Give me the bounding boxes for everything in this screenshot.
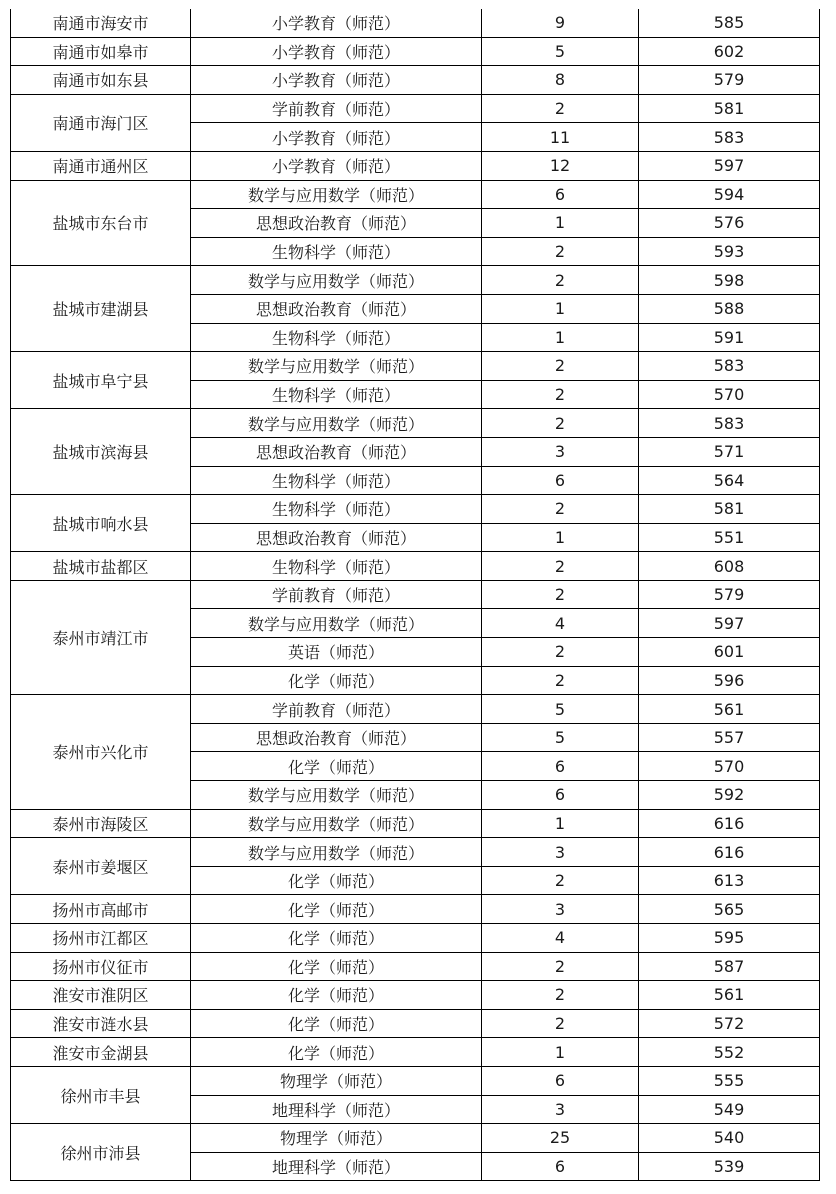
major-cell: 小学教育（师范）: [191, 66, 482, 95]
table-row: [11, 895, 820, 924]
major-cell: 小学教育（师范）: [191, 37, 482, 66]
region-cell: 淮安市涟水县: [11, 1009, 191, 1038]
table-row: [11, 94, 820, 123]
score-cell: 591: [639, 323, 820, 352]
table-row: [11, 151, 820, 180]
count-cell: 3: [482, 437, 639, 466]
count-cell: 2: [482, 952, 639, 981]
major-cell: 生物科学（师范）: [191, 380, 482, 409]
count-cell: 2: [482, 580, 639, 609]
score-cell: 616: [639, 838, 820, 867]
count-cell: 2: [482, 94, 639, 123]
table-row: [11, 9, 820, 37]
major-cell: 思想政治教育（师范）: [191, 437, 482, 466]
count-cell: 2: [482, 552, 639, 581]
region-cell: 泰州市姜堰区: [11, 838, 191, 895]
count-cell: 11: [482, 123, 639, 152]
major-cell: 生物科学（师范）: [191, 552, 482, 581]
count-cell: 6: [482, 752, 639, 781]
count-cell: 25: [482, 1124, 639, 1153]
count-cell: 2: [482, 237, 639, 266]
major-cell: 数学与应用数学（师范）: [191, 838, 482, 867]
score-cell: 601: [639, 638, 820, 667]
count-cell: 2: [482, 409, 639, 438]
table-row: [11, 1009, 820, 1038]
region-cell: 泰州市靖江市: [11, 580, 191, 694]
admission-table: [10, 9, 820, 1181]
score-cell: 564: [639, 466, 820, 495]
major-cell: 思想政治教育（师范）: [191, 294, 482, 323]
table-row: [11, 809, 820, 838]
table-row: [11, 37, 820, 66]
count-cell: 1: [482, 809, 639, 838]
table-row: [11, 552, 820, 581]
count-cell: 1: [482, 1038, 639, 1067]
major-cell: 数学与应用数学（师范）: [191, 409, 482, 438]
major-cell: 小学教育（师范）: [191, 151, 482, 180]
count-cell: 9: [482, 9, 639, 37]
count-cell: 2: [482, 1009, 639, 1038]
count-cell: 6: [482, 1066, 639, 1095]
score-cell: 570: [639, 380, 820, 409]
major-cell: 生物科学（师范）: [191, 323, 482, 352]
count-cell: 4: [482, 924, 639, 953]
count-cell: 1: [482, 323, 639, 352]
table-row: [11, 695, 820, 724]
score-cell: 583: [639, 123, 820, 152]
table-body: [11, 9, 820, 1181]
score-cell: 587: [639, 952, 820, 981]
score-cell: 549: [639, 1095, 820, 1124]
count-cell: 6: [482, 781, 639, 810]
score-cell: 552: [639, 1038, 820, 1067]
score-cell: 608: [639, 552, 820, 581]
score-cell: 613: [639, 866, 820, 895]
region-cell: 盐城市盐都区: [11, 552, 191, 581]
region-cell: 南通市海门区: [11, 94, 191, 151]
score-cell: 583: [639, 409, 820, 438]
major-cell: 化学（师范）: [191, 1038, 482, 1067]
score-cell: 572: [639, 1009, 820, 1038]
score-cell: 616: [639, 809, 820, 838]
count-cell: 2: [482, 866, 639, 895]
region-cell: 盐城市响水县: [11, 495, 191, 552]
table-row: [11, 1038, 820, 1067]
major-cell: 地理科学（师范）: [191, 1152, 482, 1181]
major-cell: 生物科学（师范）: [191, 495, 482, 524]
count-cell: 2: [482, 495, 639, 524]
major-cell: 思想政治教育（师范）: [191, 723, 482, 752]
score-cell: 602: [639, 37, 820, 66]
major-cell: 思想政治教育（师范）: [191, 209, 482, 238]
major-cell: 数学与应用数学（师范）: [191, 266, 482, 295]
count-cell: 5: [482, 695, 639, 724]
table-row: [11, 180, 820, 209]
score-cell: 597: [639, 609, 820, 638]
major-cell: 数学与应用数学（师范）: [191, 609, 482, 638]
score-cell: 593: [639, 237, 820, 266]
score-cell: 561: [639, 981, 820, 1010]
score-cell: 579: [639, 580, 820, 609]
table-row: [11, 1124, 820, 1153]
score-cell: 571: [639, 437, 820, 466]
region-cell: 南通市如东县: [11, 66, 191, 95]
region-cell: 南通市如皋市: [11, 37, 191, 66]
region-cell: 泰州市海陵区: [11, 809, 191, 838]
score-cell: 557: [639, 723, 820, 752]
major-cell: 地理科学（师范）: [191, 1095, 482, 1124]
count-cell: 3: [482, 838, 639, 867]
score-cell: 539: [639, 1152, 820, 1181]
major-cell: 化学（师范）: [191, 952, 482, 981]
major-cell: 英语（师范）: [191, 638, 482, 667]
table-row: [11, 924, 820, 953]
major-cell: 数学与应用数学（师范）: [191, 352, 482, 381]
major-cell: 小学教育（师范）: [191, 9, 482, 37]
major-cell: 学前教育（师范）: [191, 580, 482, 609]
score-cell: 597: [639, 151, 820, 180]
table-row: [11, 838, 820, 867]
major-cell: 生物科学（师范）: [191, 237, 482, 266]
score-cell: 598: [639, 266, 820, 295]
region-cell: 徐州市丰县: [11, 1066, 191, 1123]
count-cell: 2: [482, 981, 639, 1010]
table-row: [11, 266, 820, 295]
score-cell: 581: [639, 495, 820, 524]
count-cell: 12: [482, 151, 639, 180]
count-cell: 2: [482, 638, 639, 667]
admission-table-sheet: [10, 9, 819, 1181]
major-cell: 化学（师范）: [191, 895, 482, 924]
score-cell: 588: [639, 294, 820, 323]
major-cell: 化学（师范）: [191, 666, 482, 695]
count-cell: 1: [482, 209, 639, 238]
table-row: [11, 580, 820, 609]
score-cell: 579: [639, 66, 820, 95]
table-row: [11, 409, 820, 438]
score-cell: 570: [639, 752, 820, 781]
major-cell: 化学（师范）: [191, 1009, 482, 1038]
region-cell: 扬州市高邮市: [11, 895, 191, 924]
major-cell: 化学（师范）: [191, 981, 482, 1010]
score-cell: 555: [639, 1066, 820, 1095]
major-cell: 化学（师范）: [191, 752, 482, 781]
count-cell: 2: [482, 352, 639, 381]
major-cell: 学前教育（师范）: [191, 695, 482, 724]
count-cell: 2: [482, 266, 639, 295]
count-cell: 1: [482, 523, 639, 552]
region-cell: 盐城市滨海县: [11, 409, 191, 495]
count-cell: 2: [482, 380, 639, 409]
table-row: [11, 495, 820, 524]
score-cell: 592: [639, 781, 820, 810]
region-cell: 泰州市兴化市: [11, 695, 191, 809]
count-cell: 2: [482, 666, 639, 695]
score-cell: 551: [639, 523, 820, 552]
major-cell: 小学教育（师范）: [191, 123, 482, 152]
table-row: [11, 981, 820, 1010]
count-cell: 6: [482, 180, 639, 209]
table-row: [11, 352, 820, 381]
count-cell: 3: [482, 1095, 639, 1124]
count-cell: 5: [482, 37, 639, 66]
count-cell: 8: [482, 66, 639, 95]
count-cell: 5: [482, 723, 639, 752]
region-cell: 徐州市沛县: [11, 1124, 191, 1181]
score-cell: 595: [639, 924, 820, 953]
count-cell: 1: [482, 294, 639, 323]
score-cell: 565: [639, 895, 820, 924]
score-cell: 585: [639, 9, 820, 37]
region-cell: 盐城市阜宁县: [11, 352, 191, 409]
score-cell: 561: [639, 695, 820, 724]
major-cell: 生物科学（师范）: [191, 466, 482, 495]
major-cell: 物理学（师范）: [191, 1124, 482, 1153]
table-row: [11, 952, 820, 981]
score-cell: 540: [639, 1124, 820, 1153]
major-cell: 化学（师范）: [191, 924, 482, 953]
table-row: [11, 1066, 820, 1095]
major-cell: 化学（师范）: [191, 866, 482, 895]
score-cell: 581: [639, 94, 820, 123]
region-cell: 南通市海安市: [11, 9, 191, 37]
score-cell: 576: [639, 209, 820, 238]
major-cell: 数学与应用数学（师范）: [191, 809, 482, 838]
major-cell: 思想政治教育（师范）: [191, 523, 482, 552]
region-cell: 盐城市东台市: [11, 180, 191, 266]
score-cell: 594: [639, 180, 820, 209]
region-cell: 淮安市淮阴区: [11, 981, 191, 1010]
score-cell: 583: [639, 352, 820, 381]
count-cell: 3: [482, 895, 639, 924]
region-cell: 南通市通州区: [11, 151, 191, 180]
count-cell: 4: [482, 609, 639, 638]
major-cell: 物理学（师范）: [191, 1066, 482, 1095]
region-cell: 盐城市建湖县: [11, 266, 191, 352]
major-cell: 数学与应用数学（师范）: [191, 180, 482, 209]
score-cell: 596: [639, 666, 820, 695]
major-cell: 学前教育（师范）: [191, 94, 482, 123]
region-cell: 扬州市江都区: [11, 924, 191, 953]
count-cell: 6: [482, 1152, 639, 1181]
major-cell: 数学与应用数学（师范）: [191, 781, 482, 810]
region-cell: 淮安市金湖县: [11, 1038, 191, 1067]
region-cell: 扬州市仪征市: [11, 952, 191, 981]
table-row: [11, 66, 820, 95]
count-cell: 6: [482, 466, 639, 495]
